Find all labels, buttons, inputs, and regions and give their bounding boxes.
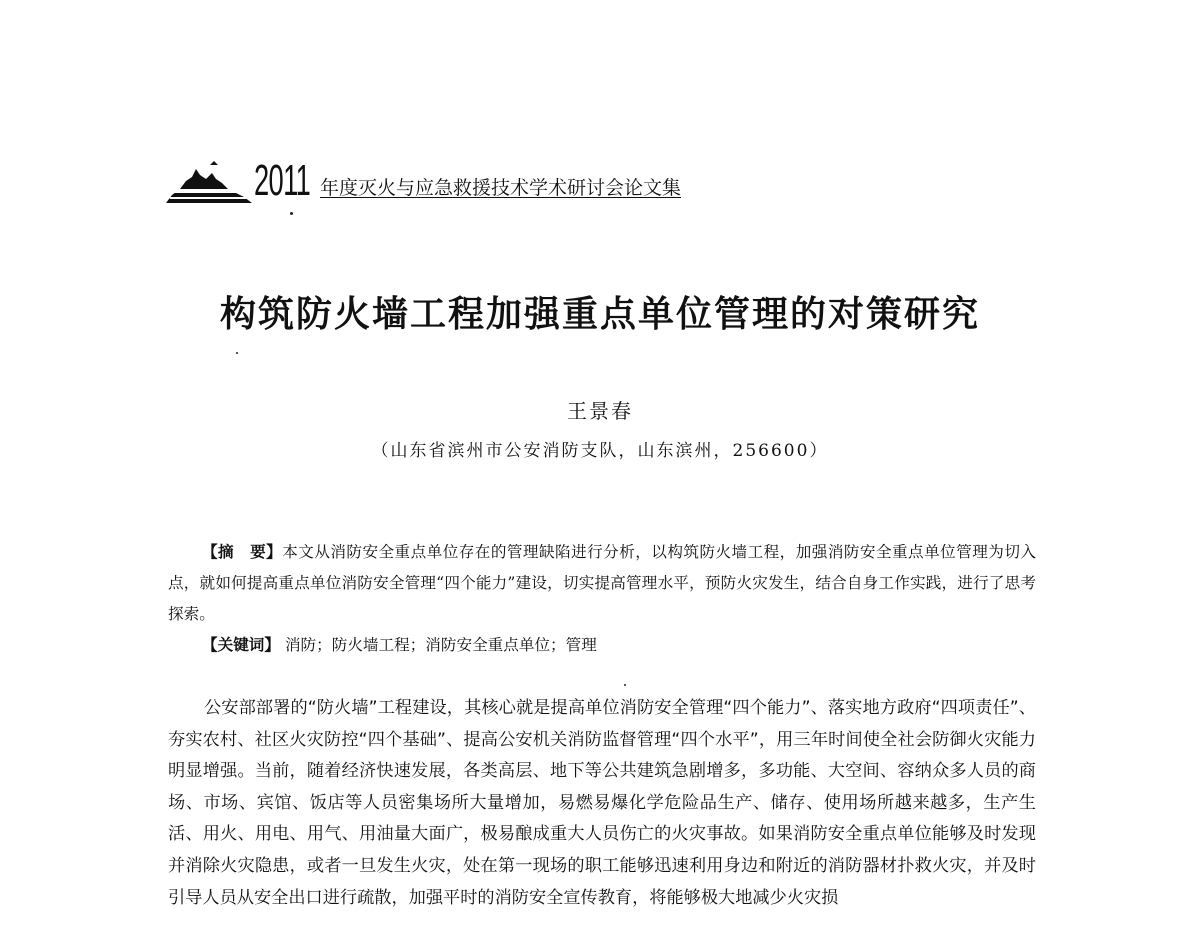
author-name: 王景春 <box>567 399 633 423</box>
scan-speck <box>624 684 626 686</box>
scan-speck <box>290 212 293 215</box>
keywords-label: 【关键词】 <box>202 636 280 654</box>
paper-title: 构筑防火墙工程加强重点单位管理的对策研究 <box>219 293 980 335</box>
scan-speck <box>236 352 238 354</box>
keywords-text: 消防；防火墙工程；消防安全重点单位；管理 <box>284 636 597 654</box>
proceedings-header <box>166 155 681 203</box>
abstract-text: 本文从消防安全重点单位存在的管理缺陷进行分析，以构筑防火墙工程，加强消防安全重点单位管理为切入点，就如何提高重点单位消防安全管理“四个能力”建设，切实提高管理水平，预防火灾发生，结合自身工作实践，进行了思考探索。 <box>168 543 1036 623</box>
abstract <box>168 537 1036 630</box>
conference-logo-icon <box>166 159 252 203</box>
proceedings-title: 年度灭火与应急救援技术学术研讨会论文集 <box>320 177 682 199</box>
body-paragraph: 公安部部署的“防火墙”工程建设，其核心就是提高单位消防安全管理“四个能力”、落实地方政府“四项责任”、夯实农村、社区火灾防控“四个基础”、提高公安机关消防监督管理“四个水平”，用三年时间使全社会防御火灾能力明显增强。当前，随着经济快速发展，各类高层、地下等公共建筑急剧增多，多功能、大空间、容纳众多人员的商场、市场、宾馆、饭店等人员密集场所大量增加，易燃易爆化学危险品生产、储存、使用场所越来越多，生产生活、用火、用电、用气、用油量大面广，极易酿成重大人员伤亡的火灾事故。如果消防安全重点单位能够及时发现并消除火灾隐患，或者一旦发生火灾，处在第一现场的职工能够迅速利用身边和附近的消防器材扑救火灾，并及时引导人员从安全出口进行疏散，加强平时的消防安全宣传教育，将能够极大地减少火灾损 <box>168 698 1036 908</box>
keywords <box>202 630 597 661</box>
abstract-label: 【摘 要】 <box>202 543 283 561</box>
conference-year: 2011 <box>254 156 311 205</box>
author-affiliation: （山东省滨州市公安消防支队，山东滨州，256600） <box>371 441 829 461</box>
